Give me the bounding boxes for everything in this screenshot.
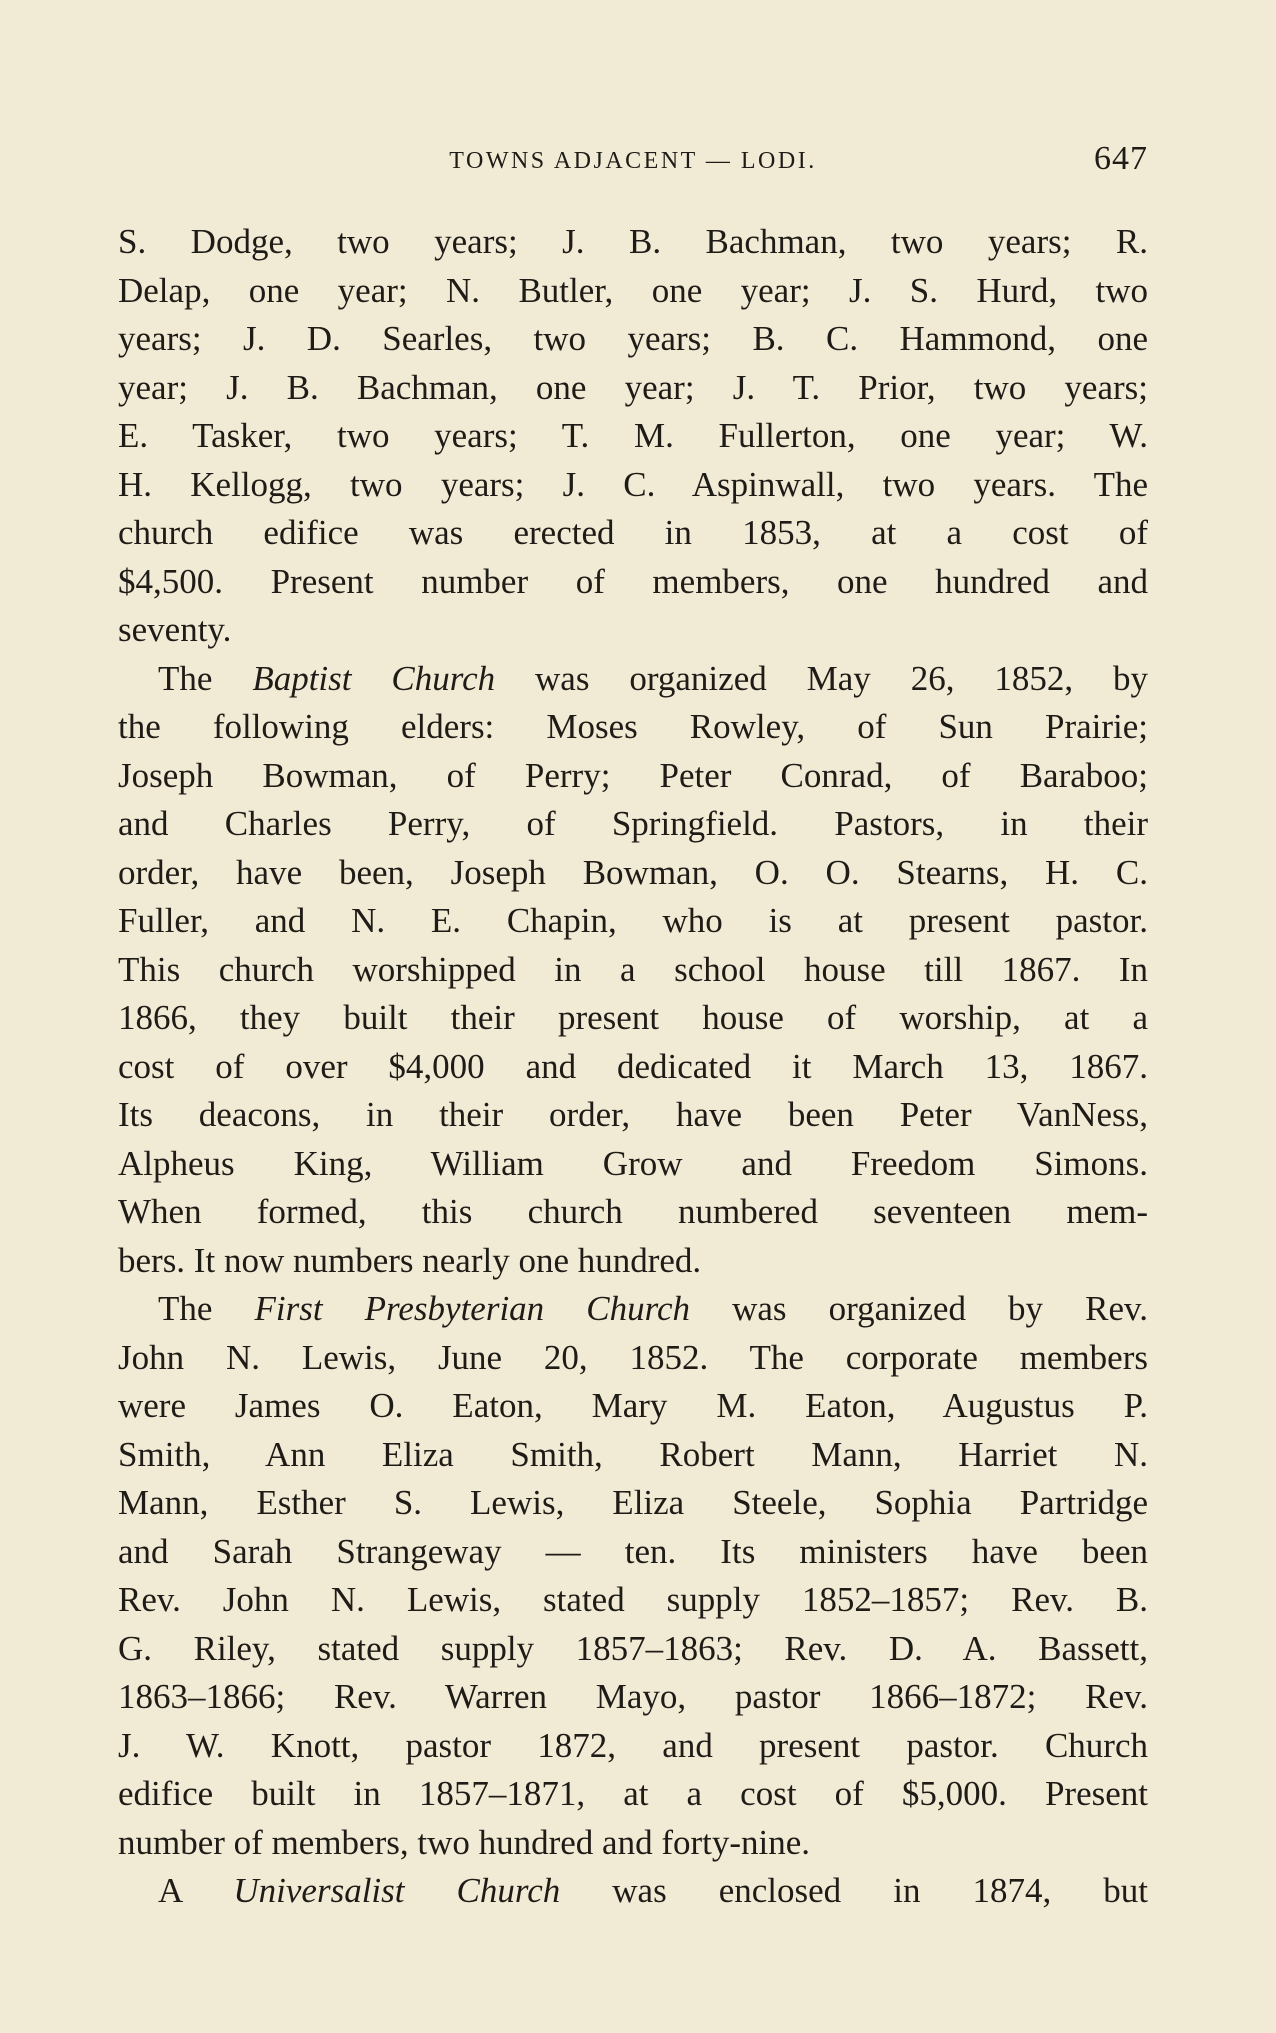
paragraph-baptist-church bbox=[118, 655, 1148, 1286]
text-line-first bbox=[118, 1285, 1148, 1334]
text-suffix: was organized May 26, 1852, by bbox=[495, 658, 1149, 698]
text-line: were James O. Eaton, Mary M. Eaton, Augustus P. bbox=[118, 1386, 1148, 1425]
text-line: $4,500. Present number of members, one hundred and bbox=[118, 561, 1148, 601]
text-line: Rev. John N. Lewis, stated supply 1852–1857; Rev. B. bbox=[118, 1580, 1148, 1619]
text-line: bers. It now numbers nearly one hundred. bbox=[118, 1240, 702, 1280]
running-title: TOWNS ADJACENT — LODI. bbox=[449, 148, 817, 174]
paragraph-methodist-continuation bbox=[118, 218, 1148, 655]
text-line: Joseph Bowman, of Perry; Peter Conrad, of Baraboo; bbox=[118, 755, 1148, 795]
text-line: Mann, Esther S. Lewis, Eliza Steele, Sophia Partridge bbox=[118, 1483, 1148, 1522]
text-line: Delap, one year; N. Butler, one year; J. S. Hurd, two bbox=[118, 270, 1148, 310]
text-line: the following elders: Moses Rowley, of Sun Prairie; bbox=[118, 707, 1148, 746]
body-text bbox=[118, 218, 1148, 1916]
text-suffix: was enclosed in 1874, but bbox=[560, 1871, 1148, 1910]
church-name-italic: First Presbyterian Church bbox=[254, 1289, 690, 1328]
church-name-italic: Baptist Church bbox=[252, 658, 496, 698]
text-line: Its deacons, in their order, have been Peter VanNess, bbox=[118, 1095, 1148, 1134]
text-line: H. Kellogg, two years; J. C. Aspinwall, two years. The bbox=[118, 464, 1148, 504]
text-prefix: A bbox=[158, 1871, 234, 1910]
text-line: year; J. B. Bachman, one year; J. T. Prior, two years; bbox=[118, 367, 1148, 407]
text-line: order, have been, Joseph Bowman, O. O. Stearns, H. C. bbox=[118, 852, 1148, 892]
text-line: John N. Lewis, June 20, 1852. The corporate members bbox=[118, 1337, 1148, 1377]
text-prefix: The bbox=[158, 658, 253, 698]
running-header bbox=[118, 140, 1148, 180]
text-line: Alpheus King, William Grow and Freedom Simons. bbox=[118, 1143, 1148, 1183]
text-line: E. Tasker, two years; T. M. Fullerton, one year; W. bbox=[118, 416, 1148, 455]
text-line: S. Dodge, two years; J. B. Bachman, two years; R. bbox=[118, 222, 1148, 261]
page-number: 647 bbox=[1094, 140, 1148, 177]
text-line: G. Riley, stated supply 1857–1863; Rev. D. A. Bassett, bbox=[118, 1628, 1148, 1668]
paragraph-presbyterian-church bbox=[118, 1285, 1148, 1867]
text-line: years; J. D. Searles, two years; B. C. Hammond, one bbox=[118, 319, 1148, 358]
text-line: seventy. bbox=[118, 610, 232, 649]
text-line: and Charles Perry, of Springfield. Pastors, in their bbox=[118, 804, 1148, 843]
text-suffix: was organized by Rev. bbox=[689, 1289, 1149, 1328]
text-line: edifice built in 1857–1871, at a cost of $5,000. Present bbox=[118, 1774, 1148, 1813]
text-line: 1866, they built their present house of worship, at a bbox=[118, 998, 1148, 1037]
text-line: number of members, two hundred and forty-nine. bbox=[118, 1822, 811, 1862]
text-line: This church worshipped in a school house till 1867. In bbox=[118, 949, 1148, 989]
text-line-first bbox=[118, 655, 1148, 704]
text-line: When formed, this church numbered seventeen mem- bbox=[118, 1192, 1148, 1231]
text-line: Fuller, and N. E. Chapin, who is at present pastor. bbox=[118, 901, 1148, 940]
text-line-first bbox=[118, 1867, 1148, 1916]
text-line: Smith, Ann Eliza Smith, Robert Mann, Harriet N. bbox=[118, 1434, 1148, 1474]
text-line: 1863–1866; Rev. Warren Mayo, pastor 1866–1872; Rev. bbox=[118, 1677, 1148, 1716]
text-prefix: The bbox=[158, 1289, 255, 1328]
text-line: J. W. Knott, pastor 1872, and present pastor. Church bbox=[118, 1725, 1148, 1765]
text-line: cost of over $4,000 and dedicated it March 13, 1867. bbox=[118, 1046, 1148, 1086]
text-line: and Sarah Strangeway — ten. Its ministers have been bbox=[118, 1531, 1148, 1571]
church-name-italic: Universalist Church bbox=[233, 1871, 561, 1910]
paragraph-universalist-church bbox=[118, 1867, 1148, 1916]
text-line: church edifice was erected in 1853, at a cost of bbox=[118, 513, 1148, 552]
